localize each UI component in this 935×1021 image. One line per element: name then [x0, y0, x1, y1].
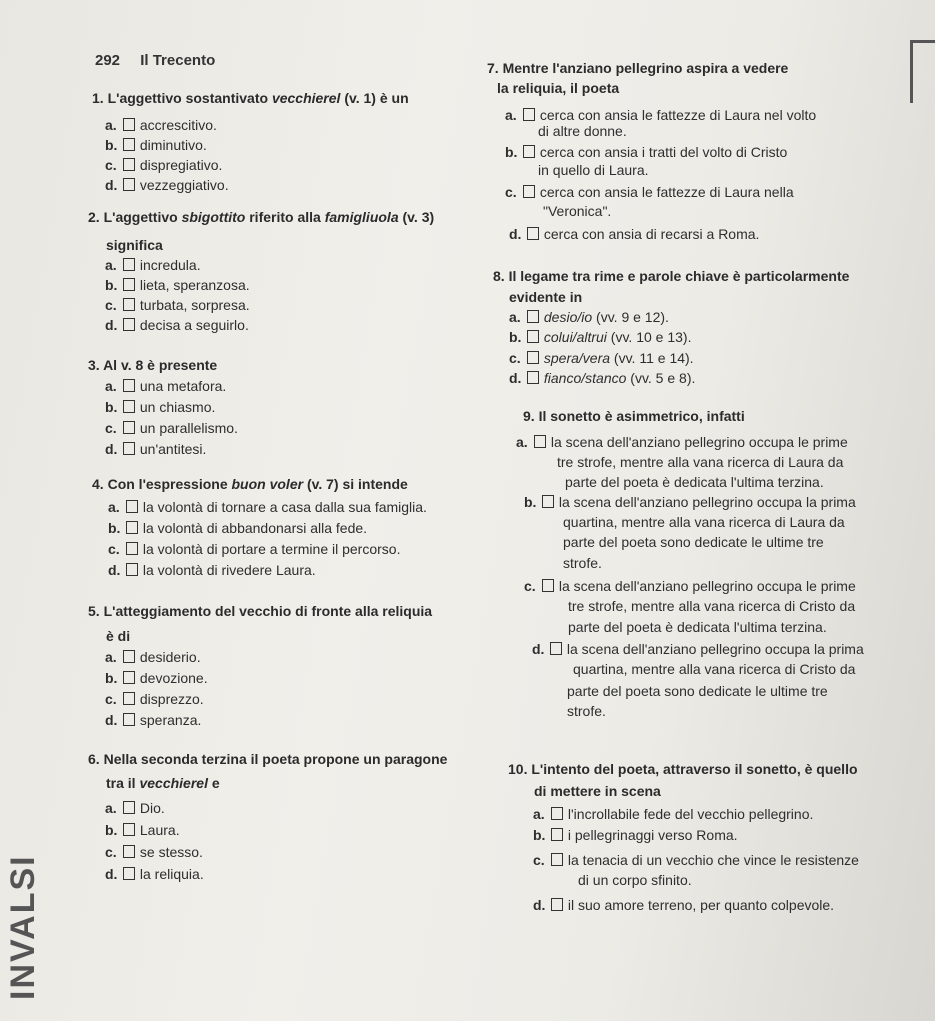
checkbox[interactable] [123, 278, 135, 291]
checkbox[interactable] [551, 853, 563, 866]
option-text: speranza. [139, 712, 202, 728]
q2-option-c[interactable] [105, 297, 250, 313]
checkbox[interactable] [123, 650, 135, 663]
q6-option-d[interactable] [105, 866, 204, 882]
checkbox[interactable] [123, 845, 135, 858]
checkbox[interactable] [527, 351, 539, 364]
option-text: un chiasmo. [139, 399, 216, 415]
q4-option-d[interactable] [108, 562, 316, 578]
q8-option-a[interactable] [509, 309, 669, 325]
q9-option-d-continued: quartina, mentre alla vana ricerca di Cristo da [573, 661, 856, 677]
question-text: L'atteggiamento del vecchio di fronte alla reliquia [103, 603, 433, 619]
checkbox[interactable] [551, 898, 563, 911]
q10-option-c[interactable] [533, 852, 859, 868]
option-letter: b. [105, 822, 118, 838]
question-text: Nella seconda terzina il poeta propone un paragone [103, 751, 448, 767]
q2-option-d[interactable] [105, 317, 249, 333]
option-letter: b. [105, 670, 118, 686]
question-6-line2 [106, 773, 220, 793]
checkbox[interactable] [523, 145, 535, 158]
checkbox[interactable] [123, 867, 135, 880]
option-letter: b. [105, 399, 118, 415]
q3-option-d[interactable] [105, 441, 206, 457]
q10-option-a[interactable] [533, 806, 813, 822]
checkbox[interactable] [123, 138, 135, 151]
checkbox[interactable] [527, 227, 539, 240]
question-text: Il legame tra rime e parole chiave è particolarmente [508, 268, 850, 284]
q5-option-a[interactable] [105, 649, 201, 665]
option-text: decisa a seguirlo. [139, 317, 249, 333]
invalsi-margin-label: INVALSI [4, 854, 42, 1000]
q1-option-b[interactable] [105, 137, 207, 153]
option-text: cerca con ansia di recarsi a Roma. [543, 226, 760, 242]
q4-option-c[interactable] [108, 541, 400, 557]
option-letter: a. [105, 257, 117, 273]
option-letter: a. [505, 107, 517, 123]
q5-option-d[interactable] [105, 712, 201, 728]
question-text: (v. 3) [398, 209, 435, 225]
option-text: una metafora. [139, 378, 227, 394]
q7-option-a[interactable] [505, 107, 816, 123]
option-text: la volontà di abbandonarsi alla fede. [142, 520, 368, 536]
checkbox[interactable] [123, 318, 135, 331]
option-letter: d. [105, 441, 118, 457]
option-letter: c. [105, 420, 117, 436]
q9-option-a-continued: parte del poeta è dedicata l'ultima terzina. [565, 474, 824, 490]
question-text: Mentre l'anziano pellegrino aspira a vedere [502, 60, 789, 76]
option-letter: a. [509, 309, 521, 325]
option-letter: a. [108, 499, 120, 515]
option-letter: d. [533, 897, 546, 913]
question-number: 7. [487, 60, 499, 76]
option-text-emphasis: fianco/stanco [543, 370, 627, 386]
option-letter: d. [509, 370, 522, 386]
question-8-line2: evidente in [509, 289, 583, 305]
question-5 [88, 601, 432, 621]
option-letter: d. [108, 562, 121, 578]
option-letter: d. [105, 712, 118, 728]
option-text: la volontà di rivedere Laura. [142, 562, 316, 578]
checkbox[interactable] [123, 442, 135, 455]
option-text: l'incrollabile fede del vecchio pellegrino. [567, 806, 814, 822]
question-text: (v. 7) si intende [303, 476, 408, 492]
option-letter: c. [105, 157, 117, 173]
checkbox[interactable] [123, 379, 135, 392]
question-text: riferito alla [245, 209, 325, 225]
option-text-emphasis: colui/altrui [543, 329, 607, 345]
question-number: 10. [508, 761, 528, 777]
q9-option-b-continued: strofe. [563, 555, 602, 571]
q7-option-c-continued: "Veronica". [543, 203, 612, 219]
checkbox[interactable] [550, 642, 562, 655]
option-text: cerca con ansia le fattezze di Laura nel volto [539, 107, 817, 123]
question-2 [88, 207, 434, 227]
checkbox[interactable] [123, 118, 135, 131]
q3-option-b[interactable] [105, 399, 215, 415]
option-text: (vv. 9 e 12). [592, 309, 669, 325]
question-1 [92, 88, 409, 108]
q4-option-a[interactable] [108, 499, 427, 515]
option-text: la scena dell'anziano pellegrino occupa le prime [550, 434, 848, 450]
option-text: lieta, speranzosa. [139, 277, 250, 293]
option-text: accrescitivo. [139, 117, 217, 133]
checkbox[interactable] [542, 495, 554, 508]
option-text: la volontà di portare a termine il percorso. [142, 541, 401, 557]
q6-option-c[interactable] [105, 844, 203, 860]
checkbox[interactable] [542, 579, 554, 592]
q9-option-c-continued: parte del poeta è dedicata l'ultima terzina. [568, 619, 827, 635]
q7-option-c[interactable] [505, 184, 794, 200]
q7-option-d[interactable] [509, 226, 759, 242]
checkbox[interactable] [527, 330, 539, 343]
checkbox[interactable] [527, 371, 539, 384]
q9-option-a-continued: tre strofe, mentre alla vana ricerca di Laura da [557, 454, 844, 470]
checkbox[interactable] [126, 521, 138, 534]
q3-option-a[interactable] [105, 378, 226, 394]
option-text: Dio. [139, 800, 165, 816]
q5-option-c[interactable] [105, 691, 204, 707]
option-text: la scena dell'anziano pellegrino occupa la prima [566, 641, 864, 657]
question-number: 8. [493, 268, 505, 284]
checkbox[interactable] [123, 671, 135, 684]
question-number: 3. [88, 357, 100, 373]
question-3 [88, 355, 217, 375]
option-text-emphasis: spera/vera [543, 350, 611, 366]
question-text-emphasis: famigliuola [324, 209, 399, 225]
checkbox[interactable] [123, 421, 135, 434]
option-letter: b. [509, 329, 522, 345]
option-letter: c. [505, 184, 517, 200]
option-letter: d. [532, 641, 545, 657]
q9-option-d[interactable] [532, 641, 864, 657]
q1-option-a[interactable] [105, 117, 217, 133]
option-text: devozione. [139, 670, 208, 686]
q10-option-b[interactable] [533, 827, 738, 843]
option-letter: d. [105, 317, 118, 333]
q8-option-d[interactable] [509, 370, 695, 386]
option-text: il suo amore terreno, per quanto colpevole. [567, 897, 835, 913]
question-text-emphasis: vecchierel [271, 90, 341, 106]
option-text: cerca con ansia le fattezze di Laura nella [539, 184, 794, 200]
question-text: L'aggettivo [103, 209, 182, 225]
option-letter: d. [509, 226, 522, 242]
checkbox[interactable] [551, 828, 563, 841]
q7-option-a-continued: di altre donne. [538, 123, 627, 139]
question-number: 4. [92, 476, 104, 492]
option-text: i pellegrinaggi verso Roma. [567, 827, 738, 843]
option-letter: c. [105, 297, 117, 313]
option-letter: c. [105, 844, 117, 860]
option-text: la reliquia. [139, 866, 204, 882]
q5-option-b[interactable] [105, 670, 208, 686]
option-text: turbata, sorpresa. [139, 297, 250, 313]
q9-option-d-continued: parte del poeta sono dedicate le ultime tre [567, 683, 828, 699]
option-text: un parallelismo. [139, 420, 238, 436]
option-text: la volontà di tornare a casa dalla sua famiglia. [142, 499, 427, 515]
question-text: Con l'espressione [107, 476, 232, 492]
question-7-line2: la reliquia, il poeta [497, 80, 620, 96]
option-text: (vv. 11 e 14). [610, 350, 694, 366]
q9-option-a[interactable] [516, 434, 848, 450]
option-letter: a. [105, 649, 117, 665]
question-text-emphasis: sbigottito [181, 209, 246, 225]
option-text: (vv. 10 e 13). [606, 329, 692, 345]
checkbox[interactable] [123, 178, 135, 191]
option-text: diminutivo. [139, 137, 207, 153]
checkbox[interactable] [126, 500, 138, 513]
checkbox[interactable] [123, 801, 135, 814]
page-number: 292 [95, 52, 121, 69]
option-text: incredula. [139, 257, 201, 273]
question-2-line2: significa [106, 237, 163, 253]
question-8 [493, 266, 849, 286]
option-text-emphasis: desio/io [543, 309, 593, 325]
option-letter: b. [533, 827, 546, 843]
option-letter: c. [533, 852, 545, 868]
q10-option-c-continued: di un corpo sfinito. [578, 872, 692, 888]
option-letter: b. [105, 277, 118, 293]
checkbox[interactable] [123, 692, 135, 705]
option-text: un'antitesi. [139, 441, 207, 457]
option-letter: b. [108, 520, 121, 536]
question-text-emphasis: vecchierel [139, 775, 208, 791]
question-5-line2: è di [106, 628, 131, 644]
q7-option-b[interactable] [505, 144, 787, 160]
question-9 [523, 406, 745, 426]
section-title: Il Trecento [140, 52, 216, 69]
q9-option-b-continued: quartina, mentre alla vana ricerca di Laura da [563, 514, 845, 530]
option-text: la tenacia di un vecchio che vince le resistenze [567, 852, 859, 868]
q2-option-b[interactable] [105, 277, 250, 293]
q1-option-c[interactable] [105, 157, 222, 173]
question-6 [88, 749, 447, 769]
question-10 [508, 759, 858, 779]
checkbox[interactable] [123, 258, 135, 271]
option-letter: b. [105, 137, 118, 153]
option-text: (vv. 5 e 8). [626, 370, 696, 386]
checkbox[interactable] [123, 298, 135, 311]
option-letter: a. [105, 117, 117, 133]
checkbox[interactable] [534, 435, 546, 448]
option-letter: a. [516, 434, 528, 450]
page-header [95, 52, 215, 69]
option-text: cerca con ansia i tratti del volto di Cristo [539, 144, 788, 160]
option-text: disprezzo. [139, 691, 204, 707]
option-text: Laura. [139, 822, 180, 838]
question-number: 9. [523, 408, 535, 424]
option-letter: b. [505, 144, 518, 160]
q8-option-b[interactable] [509, 329, 691, 345]
checkbox[interactable] [123, 158, 135, 171]
option-letter: b. [524, 494, 537, 510]
q7-option-b-continued: in quello di Laura. [538, 162, 649, 178]
checkbox[interactable] [551, 807, 563, 820]
option-text: la scena dell'anziano pellegrino occupa le prime [558, 578, 856, 594]
question-number: 1. [92, 90, 104, 106]
option-text: desiderio. [139, 649, 201, 665]
checkbox[interactable] [523, 185, 535, 198]
q9-option-b[interactable] [524, 494, 856, 510]
q4-option-b[interactable] [108, 520, 367, 536]
option-text: se stesso. [139, 844, 203, 860]
q6-option-b[interactable] [105, 822, 180, 838]
checkbox[interactable] [126, 563, 138, 576]
checkbox[interactable] [523, 108, 535, 121]
q9-option-b-continued: parte del poeta sono dedicate le ultime tre [563, 534, 824, 550]
question-text: L'aggettivo sostantivato [107, 90, 272, 106]
option-letter: a. [105, 378, 117, 394]
question-number: 5. [88, 603, 100, 619]
question-text-emphasis: buon voler [231, 476, 304, 492]
question-text: L'intento del poeta, attraverso il sonetto, è quello [531, 761, 858, 777]
question-text: (v. 1) è un [340, 90, 409, 106]
checkbox[interactable] [126, 542, 138, 555]
question-4 [92, 474, 408, 494]
option-text: dispregiativo. [139, 157, 223, 173]
option-text: la scena dell'anziano pellegrino occupa la prima [558, 494, 856, 510]
question-7 [487, 58, 788, 78]
option-letter: c. [108, 541, 120, 557]
question-10-line2: di mettere in scena [534, 783, 661, 799]
option-letter: c. [524, 578, 536, 594]
q2-option-a[interactable] [105, 257, 201, 273]
q9-option-c[interactable] [524, 578, 856, 594]
checkbox[interactable] [123, 823, 135, 836]
question-number: 2. [88, 209, 100, 225]
q8-option-c[interactable] [509, 350, 694, 366]
q3-option-c[interactable] [105, 420, 238, 436]
question-text: e [207, 775, 220, 791]
option-text: vezzeggiativo. [139, 177, 229, 193]
option-letter: a. [105, 800, 117, 816]
option-letter: d. [105, 866, 118, 882]
question-text: Al v. 8 è presente [103, 357, 218, 373]
checkbox[interactable] [527, 310, 539, 323]
checkbox[interactable] [123, 400, 135, 413]
q9-option-c-continued: tre strofe, mentre alla vana ricerca di Cristo da [568, 598, 856, 614]
q1-option-d[interactable] [105, 177, 229, 193]
q9-option-d-continued: strofe. [567, 703, 606, 719]
option-letter: d. [105, 177, 118, 193]
option-letter: a. [533, 806, 545, 822]
question-number: 6. [88, 751, 100, 767]
q6-option-a[interactable] [105, 800, 165, 816]
question-text: Il sonetto è asimmetrico, infatti [538, 408, 745, 424]
option-letter: c. [509, 350, 521, 366]
q10-option-d[interactable] [533, 897, 834, 913]
question-text: tra il [106, 775, 140, 791]
corner-bracket-mark [910, 40, 935, 103]
checkbox[interactable] [123, 713, 135, 726]
option-letter: c. [105, 691, 117, 707]
